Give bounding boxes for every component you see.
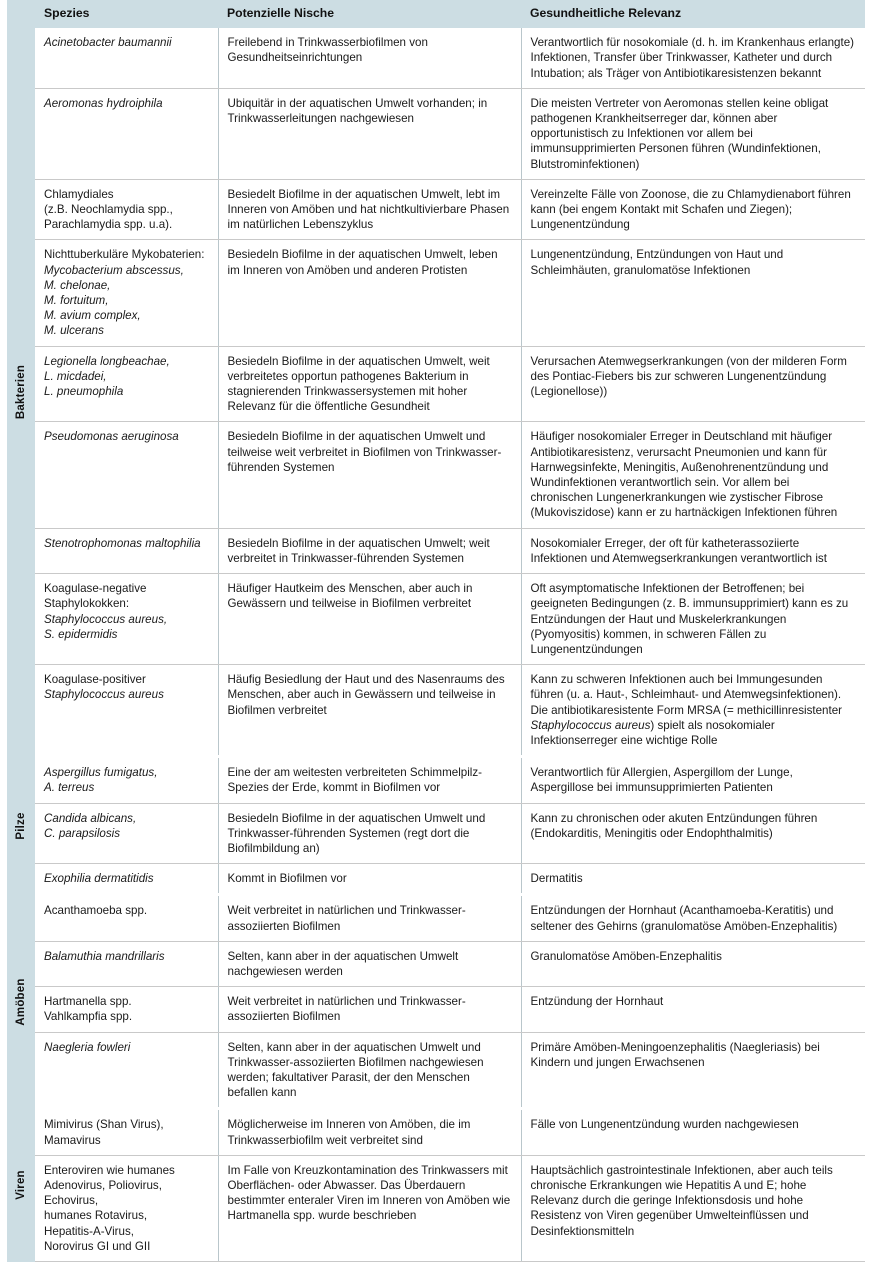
- header-row: [35, 0, 865, 28]
- spezies-text: Hartmanella spp. Vahlkampfia spp.: [44, 995, 133, 1024]
- cell-spezies: [35, 240, 218, 346]
- cell-spezies: [35, 574, 218, 665]
- cell-nische-text: Häufiger Hautkeim des Menschen, aber auch in Gewässern und teilweise in Biofilmen verbreitet: [227, 582, 473, 611]
- cell-relevanz: [521, 179, 865, 240]
- table-header: [35, 0, 865, 28]
- cell-relevanz-text: Nosokomialer Erreger, der oft für katheterassoziierte Infektionen und Atemwegserkrankungen verantwortlich ist: [530, 536, 827, 565]
- cell-nische-text: Besiedeln Biofilme in der aquatischen Umwelt und Trinkwasser-führenden Systemen (regt dort die Biofilmbildung an): [227, 811, 486, 855]
- table-row: [35, 757, 865, 803]
- cell-nische-text: Ubiquitär in der aquatischen Umwelt vorhanden; in Trinkwasserleitungen nachgewiesen: [227, 96, 488, 126]
- cell-nische-text: Besiedeln Biofilme in der aquatischen Umwelt, leben im Inneren von Amöben und anderen Protisten: [227, 248, 498, 277]
- cell-nische-text: Kommt in Biofilmen vor: [227, 872, 347, 886]
- spezies-text: Exophilia dermatitidis: [44, 872, 154, 886]
- cell-nische: [218, 1109, 521, 1155]
- cell-spezies: [35, 1032, 218, 1109]
- cell-nische: [218, 1032, 521, 1109]
- cell-nische: [218, 346, 521, 422]
- cell-relevanz: [521, 422, 865, 528]
- spezies-text: Acanthamoeba spp.: [44, 904, 148, 918]
- cell-spezies: [35, 803, 218, 864]
- table-row: [35, 864, 865, 895]
- cell-relevanz-text: Granulomatöse Amöben-Enzephalitis: [530, 949, 722, 963]
- cell-nische-text: Eine der am weitesten verbreiteten Schimmelpilz-Spezies der Erde, kommt in Biofilmen vor: [227, 766, 483, 795]
- cell-relevanz-text: Dermatitis: [530, 872, 583, 886]
- cell-nische: [218, 1155, 521, 1261]
- cell-spezies: [35, 179, 218, 240]
- spezies-text: Aspergillus fumigatus, A. terreus: [44, 766, 158, 795]
- group-label-text: Viren: [15, 1170, 27, 1200]
- spezies-text: Pseudomonas aeruginosa: [44, 430, 179, 444]
- cell-relevanz: [521, 987, 865, 1032]
- cell-relevanz-text: Kann zu schweren Infektionen auch bei Immungesunden führen (u. a. Haut-, Schleimhaut- und Atemwegsinfektionen). Die antibiotikaresistente Form MRSA (= methicillinresistenter Staphylococcus aureus) spielt als nosokomialer Infektionserreger eine wichtige Rolle: [530, 673, 843, 747]
- column-header-nische: Potenzielle Nische: [218, 0, 521, 28]
- spezies-text: Koagulase-negative Staphylokokken: Staphylococcus aureus, S. epidermidis: [44, 582, 168, 641]
- cell-relevanz: [521, 528, 865, 573]
- cell-nische: [218, 941, 521, 986]
- spezies-text: Aeromonas hydroiphila: [44, 96, 163, 110]
- column-header-spezies: Spezies: [35, 0, 218, 28]
- cell-nische: [218, 528, 521, 573]
- cell-nische-text: Weit verbreitet in natürlichen und Trinkwasser-assoziierten Biofilmen: [227, 995, 466, 1024]
- cell-nische: [218, 757, 521, 803]
- cell-nische: [218, 895, 521, 941]
- cell-relevanz: [521, 28, 865, 88]
- group-label-amben: [7, 895, 35, 1109]
- cell-nische-text: Besiedelt Biofilme in der aquatischen Umwelt, lebt im Inneren von Amöben und hat nichtkultivierbare Phasen im natürlichen Lebenszyklus: [227, 187, 510, 232]
- cell-nische: [218, 665, 521, 757]
- cell-relevanz-text: Lungenentzündung, Entzündungen von Haut und Schleimhäuten, granulomatöse Infektionen: [530, 248, 784, 277]
- cell-relevanz-text: Oft asymptomatische Infektionen der Betroffenen; bei geeigneten Bedingungen (z. B. immunsupprimiert) kann es zu Entzündungen der Haut und Muskelerkrankungen (Pyomyositis) kommen, in schweren Fällen zu Lungenentzündungen: [530, 582, 849, 656]
- cell-spezies: [35, 864, 218, 895]
- cell-spezies: [35, 528, 218, 573]
- table-row: [35, 88, 865, 179]
- spezies-text: Mimivirus (Shan Virus), Mamavirus: [44, 1118, 164, 1147]
- cell-relevanz-text: Verantwortlich für Allergien, Aspergillom der Lunge, Aspergillose bei immunsupprimierten Patienten: [530, 766, 793, 795]
- cell-nische-text: Selten, kann aber in der aquatischen Umwelt und Trinkwasser-assoziierten Biofilmen nachgewiesen werden; fakultativer Parasit, der den Menschen befallen kann: [227, 1040, 484, 1100]
- spezies-text: Koagulase-positiver Staphylococcus aureus: [44, 673, 164, 702]
- cell-relevanz: [521, 240, 865, 346]
- cell-nische: [218, 803, 521, 864]
- cell-relevanz-text: Entzündungen der Hornhaut (Acanthamoeba-Keratitis) und seltener des Gehirns (granulomatöse Amöben-Enzephalitis): [530, 904, 838, 933]
- cell-nische-text: Besiedeln Biofilme in der aquatischen Umwelt; weit verbreitet in Trinkwasser-führenden Systemen: [227, 536, 490, 565]
- cell-nische: [218, 240, 521, 346]
- cell-relevanz: [521, 1032, 865, 1109]
- table-row: [35, 803, 865, 864]
- table-row: [35, 346, 865, 422]
- cell-relevanz-text: Hauptsächlich gastrointestinale Infektionen, aber auch teils chronische Erkrankungen wie Hepatitis A und E; hohe Relevanz durch die geringe Infektionsdosis und hohe Resistenz von Viren gegenüber Umwelteinflüssen und Desinfektionsmitteln: [530, 1163, 833, 1238]
- group-label-text: Amöben: [15, 978, 27, 1026]
- cell-spezies: [35, 1109, 218, 1155]
- cell-relevanz-text: Verantwortlich für nosokomiale (d. h. im Krankenhaus erlangte) Infektionen, Transfer über Trinkwasser, Katheter und durch Intubation; als Träger von Antibiotikaresistenzen bekannt: [530, 36, 854, 80]
- cell-spezies: [35, 665, 218, 757]
- table-row: [35, 987, 865, 1032]
- cell-spezies: [35, 941, 218, 986]
- spezies-text: Stenotrophomonas maltophilia: [44, 536, 201, 550]
- spezies-text: Chlamydiales (z.B. Neochlamydia spp., Parachlamydia spp. u.a).: [44, 187, 173, 232]
- cell-relevanz: [521, 941, 865, 986]
- group-label-bakterien: [7, 28, 35, 756]
- table-row: [35, 574, 865, 665]
- cell-relevanz-text: Die meisten Vertreter von Aeromonas stellen keine obligat pathogenen Krankheitserreger dar, können aber opportunistisch zu Infektionen vor allem bei immunsupprimierten Personen führen (Wundinfektionen, Blutstrominfektionen): [530, 96, 829, 171]
- cell-relevanz: [521, 895, 865, 941]
- cell-nische-text: Besiedeln Biofilme in der aquatischen Umwelt, weit verbreitetes opportun pathogenes Bakterium in stagnierenden Trinkwassersystemen mit hoher Relevanz für die öffentliche Gesundheit: [227, 354, 490, 414]
- cell-nische: [218, 574, 521, 665]
- cell-relevanz: [521, 757, 865, 803]
- cell-spezies: [35, 1155, 218, 1261]
- cell-spezies: [35, 987, 218, 1032]
- cell-relevanz-text: Vereinzelte Fälle von Zoonose, die zu Chlamydienabort führen kann (bei engem Kontakt mit Schafen und Ziegen); Lungenentzündung: [530, 187, 851, 232]
- spezies-text: Enteroviren wie humanes Adenovirus, Poliovirus, Echovirus, humanes Rotavirus, Hepatitis-A-Virus, Norovirus GI und GII: [44, 1163, 175, 1253]
- cell-relevanz-text: Entzündung der Hornhaut: [530, 995, 664, 1009]
- cell-nische-text: Weit verbreitet in natürlichen und Trinkwasser-assoziierten Biofilmen: [227, 904, 466, 933]
- cell-nische-text: Selten, kann aber in der aquatischen Umwelt nachgewiesen werden: [227, 949, 459, 978]
- cell-nische-text: Besiedeln Biofilme in der aquatischen Umwelt und teilweise weit verbreitet in Biofilmen von Trinkwasser-führenden Systemen: [227, 430, 502, 474]
- cell-spezies: [35, 757, 218, 803]
- table-row: [35, 1032, 865, 1109]
- cell-spezies: [35, 28, 218, 88]
- cell-nische-text: Freilebend in Trinkwasserbiofilmen von Gesundheitseinrichtungen: [227, 36, 428, 65]
- cell-nische-text: Möglicherweise im Inneren von Amöben, die im Trinkwasserbiofilm weit verbreitet sind: [227, 1118, 471, 1147]
- table-row: [35, 895, 865, 941]
- species-table: [35, 0, 865, 1262]
- group-label-viren: [7, 1109, 35, 1262]
- group-label-text: Bakterien: [15, 365, 27, 420]
- table-row: [35, 941, 865, 986]
- table-row: [35, 528, 865, 573]
- cell-relevanz: [521, 1155, 865, 1261]
- cell-relevanz: [521, 574, 865, 665]
- cell-relevanz-text: Verursachen Atemwegserkrankungen (von der milderen Form des Pontiac-Fiebers bis zur schweren Lungenentzündung (Legionellose)): [530, 354, 847, 399]
- spezies-text: Balamuthia mandrillaris: [44, 949, 165, 963]
- cell-relevanz: [521, 88, 865, 179]
- spezies-text: Naegleria fowleri: [44, 1040, 131, 1054]
- cell-relevanz: [521, 1109, 865, 1155]
- cell-relevanz-text: Fälle von Lungenentzündung wurden nachgewiesen: [530, 1118, 799, 1132]
- table-row: [35, 179, 865, 240]
- cell-nische-text: Häufig Besiedlung der Haut und des Nasenraums des Menschen, aber auch in Gewässern und teilweise in Biofilmen verbreitet: [227, 673, 505, 717]
- header-band-rail: [7, 0, 35, 28]
- column-header-relevanz: Gesundheitliche Relevanz: [521, 0, 865, 28]
- table-row: [35, 422, 865, 528]
- table-row: [35, 1155, 865, 1261]
- cell-nische: [218, 28, 521, 88]
- spezies-text: Nichttuberkuläre Mykobaterien: Mycobacterium abscessus, M. chelonae, M. fortuitum, M. avium complex, M. ulcerans: [44, 248, 205, 338]
- cell-relevanz: [521, 346, 865, 422]
- spezies-text: Candida albicans, C. parapsilosis: [44, 811, 137, 840]
- spezies-text: Acinetobacter baumannii: [44, 36, 172, 50]
- cell-spezies: [35, 88, 218, 179]
- table-row: [35, 1109, 865, 1155]
- cell-relevanz: [521, 665, 865, 757]
- table-body: [35, 28, 865, 1261]
- cell-relevanz: [521, 803, 865, 864]
- cell-nische: [218, 179, 521, 240]
- table-row: [35, 665, 865, 757]
- cell-relevanz-text: Kann zu chronischen oder akuten Entzündungen führen (Endokarditis, Meningitis oder Endophthalmitis): [530, 811, 818, 840]
- spezies-text: Legionella longbeachae, L. micdadei, L. pneumophila: [44, 354, 170, 399]
- group-label-pilze: [7, 757, 35, 895]
- cell-nische-text: Im Falle von Kreuzkontamination des Trinkwassers mit Oberflächen- oder Abwasser. Das Überdauern bestimmter enteraler Viren im Inneren von Amöben wie Hartmanella spp. wurde beschrieben: [227, 1163, 511, 1223]
- cell-relevanz: [521, 864, 865, 895]
- cell-relevanz-text: Primäre Amöben-Meningoenzephalitis (Naegleriasis) bei Kindern und jungen Erwachsenen: [530, 1040, 820, 1069]
- cell-nische: [218, 88, 521, 179]
- group-label-text: Pilze: [15, 812, 27, 840]
- table-row: [35, 28, 865, 88]
- table-row: [35, 240, 865, 346]
- cell-nische: [218, 864, 521, 895]
- cell-spezies: [35, 346, 218, 422]
- cell-nische: [218, 422, 521, 528]
- cell-spezies: [35, 422, 218, 528]
- cell-spezies: [35, 895, 218, 941]
- cell-nische: [218, 987, 521, 1032]
- cell-relevanz-text: Häufiger nosokomialer Erreger in Deutschland mit häufiger Antibiotikaresistenz, verursacht Pneumonien und kann für Harnwegsinfekte, Meningitis, Außenohrenentzündung und Wundinfektionen verantwortlich sein. Vor allem bei chronischen Lungenerkrankungen wie zystischer Fibrose (Mukoviszidose) kann er zu hartnäckigen Infektionen führen: [530, 430, 838, 520]
